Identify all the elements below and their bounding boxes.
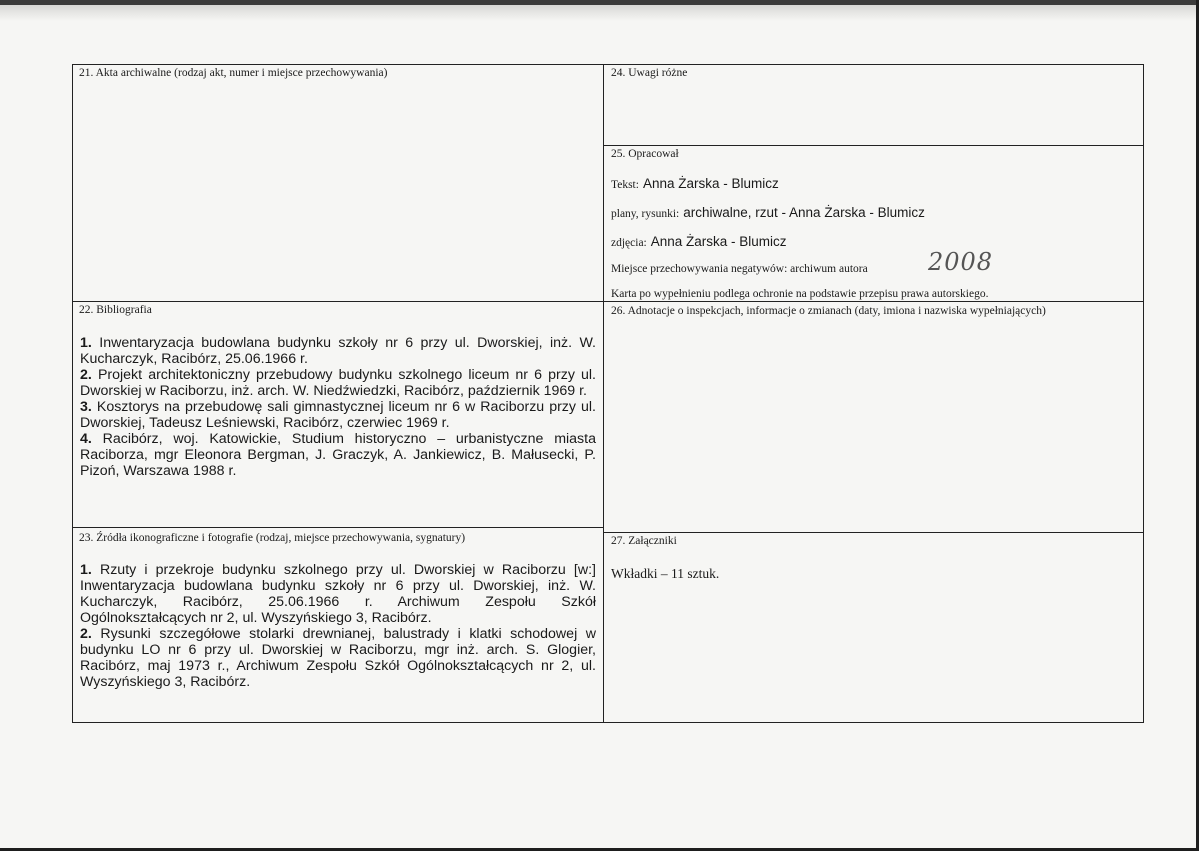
bibliography-item: 3. Kosztorys na przebudowę sali gimnastycznej liceum nr 6 w Raciborzu przy ul. Dworskiej, Tadeusz Leśniewski, Racibórz, czerwiec 1969 r. xyxy=(80,399,596,431)
bibliography-item: 2. Projekt architektoniczny przebudowy budynku szkolnego liceum nr 6 przy ul. Dworskiej w Raciborzu, inż. arch. W. Niedźwiedzki, Racibórz, październik 1969 r. xyxy=(80,367,596,399)
author-plans-row: plany, rysunki: archiwalne, rzut - Anna Żarska - Blumicz xyxy=(611,205,925,220)
bibliography-list xyxy=(80,335,596,479)
section-26-label: 26. Adnotacje o inspekcjach, informacje o zmianach (daty, imiona i nazwiska wypełniających) xyxy=(611,305,1046,317)
handwritten-year: 2008 xyxy=(928,248,994,276)
author-text-row: Tekst: Anna Żarska - Blumicz xyxy=(611,176,779,191)
section-24-label: 24. Uwagi różne xyxy=(611,67,688,79)
iconography-list xyxy=(80,562,596,690)
row-divider-25-26 xyxy=(603,301,1144,302)
bibliography-item: 4. Racibórz, woj. Katowickie, Studium historyczno – urbanistyczne miasta Raciborza, mgr Eleonora Bergman, J. Graczyk, A. Jankiewicz, B. Małusecki, P. Pizoń, Warszawa 1988 r. xyxy=(80,431,596,479)
scan-top-shade xyxy=(0,5,1199,21)
row-divider-22-23 xyxy=(72,527,603,528)
author-photos-row: zdjęcia: Anna Żarska - Blumicz xyxy=(611,234,787,249)
negatives-storage: Miejsce przechowywania negatywów: archiwum autora xyxy=(611,263,868,275)
section-22-label: 22. Bibliografia xyxy=(79,304,152,316)
copyright-note: Karta po wypełnieniu podlega ochronie na podstawie przepisu prawa autorskiego. xyxy=(611,288,989,300)
row-divider-24-25 xyxy=(603,145,1144,146)
attachments-content: Wkładki – 11 sztuk. xyxy=(611,566,720,581)
section-23-label: 23. Źródła ikonograficzne i fotografie (rodzaj, miejsce przechowywania, sygnatury) xyxy=(79,532,466,544)
row-divider-21-22 xyxy=(72,301,603,302)
bibliography-item: 1. Inwentaryzacja budowlana budynku szkoły nr 6 przy ul. Dworskiej, inż. W. Kucharczyk, Racibórz, 25.06.1966 r. xyxy=(80,335,596,367)
row-divider-26-27 xyxy=(603,532,1144,533)
section-21-label: 21. Akta archiwalne (rodzaj akt, numer i miejsce przechowywania) xyxy=(79,67,388,79)
iconography-item: 1. Rzuty i przekroje budynku szkolnego przy ul. Dworskiej w Raciborzu [w:] Inwentaryzacja budowlana budynku szkoły nr 6 przy ul. Dworskiej, inż. W. Kucharczyk, Racibórz, 25.06.1966 r. Archiwum Zespołu Szkół Ogólnokształcących nr 2, ul. Wyszyńskiego 3, Racibórz. xyxy=(80,562,596,626)
section-25-label: 25. Opracował xyxy=(611,148,679,160)
iconography-item: 2. Rysunki szczegółowe stolarki drewnianej, balustrady i klatki schodowej w budynku LO nr 6 przy ul. Dworskiej w Raciborzu, mgr inż. arch. S. Glogier, Racibórz, maj 1973 r., Archiwum Zespołu Szkół Ogólnokształcących nr 2, ul. Wyszyńskiego 3, Racibórz. xyxy=(80,626,596,690)
column-divider xyxy=(603,64,604,723)
section-27-label: 27. Załączniki xyxy=(611,535,677,547)
